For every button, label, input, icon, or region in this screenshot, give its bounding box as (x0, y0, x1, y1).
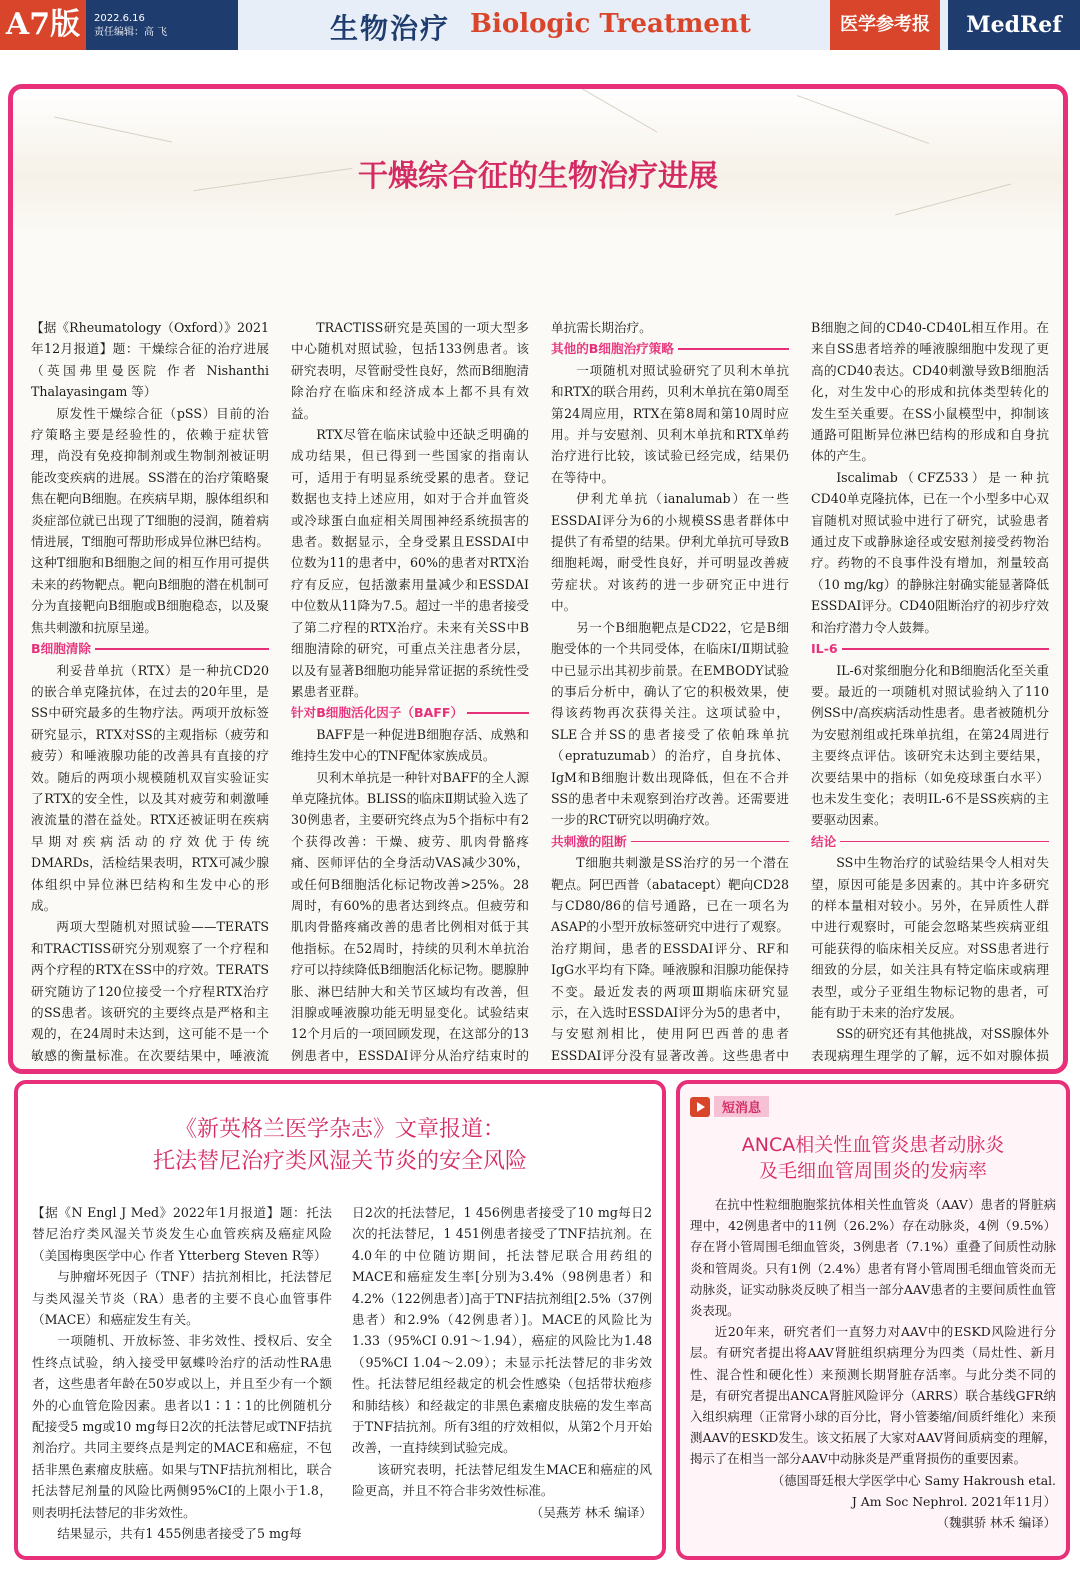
paragraph: 该研究表明，托法替尼组发生MACE和癌症的风险更高，并且不符合非劣效性标准。 (352, 1461, 652, 1499)
news-brief (676, 1080, 1070, 1560)
paragraph: RTX尽管在临床试验中还缺乏明确的成功结果，但已得到一些国家的指南认可，适用于有明显系统受累的患者。登记数据也支持上述应用，如对于合并血管炎或冷球蛋白血症相关周围神经系统损害的患者。数据显示，全身受累且ESSDAI中位数为11的患者中，60%的患者对RTX治疗有反应，包括激素用量减少和ESSDAI中位数从11降为7.5。超过一半的患者接受了第二疗程的RTX治疗。未来有关SS中B细胞清除的研究，可重点关注患者分层，以及有显著B细胞功能异常证据的系统性受累患者亚群。 (291, 427, 529, 699)
paragraph: T细胞共刺激是SS治疗的另一个潜在靶点。阿巴西普（abatacept）靶向CD28与CD80/86的信号通路，已在一项名为ASAP的小型开放标签研究中进行了观察。治疗期间，患者的ESSDAI评分、RF和IgG水平均有下降。唾液腺和泪腺功能保持不变。最近发表的两项Ⅲ期临床研究显示，在入选时ESSDAI评分为5的患者中，与安慰剂相比，使用阿巴西普的患者ESSDAI评分没有显著改善。这些患者中 (551, 855, 789, 1063)
paragraph: 伊利尤单抗（ianalumab）在一些ESSDAI评分为6的小规模SS患者群体中提供了有希望的结果。伊利尤单抗可导致B细胞耗竭，耐受性良好，并可明显改善疲劳症状。对该药的进一步研究正中进行中。 (551, 491, 789, 614)
paragraph: SS的研究还有其他挑战，对SS腺体外表现病理生理学的了解，远不如对腺体损 (811, 1026, 1049, 1063)
section-heading: 其他的B细胞治疗策略 (551, 338, 789, 359)
editor-credit: 责任编辑：高 飞 (94, 27, 168, 38)
paragraph: 另一个B细胞靶点是CD22，它是B细胞受体的一个共同受体，在临床Ⅰ/Ⅱ期试验中已显示出其初步前景。在EMBODY试验的事后分析中，确认了它的积极效果，使得该药物再次获得关注。这项试验中，SLE合并SS的患者接受了依帕珠单抗（epratuzumab）的治疗，自身抗体、IgM和B细胞计数出现降低，但在不合并SS的患者中未观察到治疗改善。还需要进一步的RCT研究以明确疗效。 (551, 619, 789, 828)
paragraph: Iscalimab（CFZ533）是一种抗CD40单克隆抗体，已在一个小型多中心双盲随机对照试验中进行了研究，试验患者通过皮下或静脉途径或安慰剂接受药物治疗。药物的不良事件没有增加，剂量较高（10 mg/kg）的静脉注射确实能显著降低ESSDAI评分。CD40阻断治疗的初步疗效和治疗潜力令人鼓舞。 (811, 469, 1049, 635)
nejm-article (14, 1080, 666, 1560)
section-heading: IL-6 (811, 638, 1049, 659)
paragraph: 在抗中性粒细胞胞浆抗体相关性血管炎（AAV）患者的肾脏病理中，42例患者中的11例（26.2%）存在动脉炎，4例（9.5%）存在肾小管周围毛细血管炎，3例患者（7.1%）重叠了间质性动脉炎和管周炎。只有1例（2.4%）患者有肾小管周围毛细血管炎而无动脉炎，证实动脉炎反映了相当一部分AAV患者的主要间质性血管炎表现。 (690, 1197, 1056, 1319)
paragraph: 日2次的托法替尼，1 456例患者接受了10 mg每日2次的托法替尼，1 451例患者接受了TNF拮抗剂。在4.0年的中位随访期间，托法替尼联合用药组的MACE和癌症发生率[分别为3.4%（98例患者）和4.2%（122例患者）]高于TNF拮抗剂组[2.5%（37例患者）和2.9%（42例患者）]。MACE的风险比为1.33（95%CI 0.91～1.94），癌症的风险比为1.48（95%CI 1.04～2.09）；未显示托法替尼的非劣效性。托法替尼组经裁定的机会性感染（包括带状疱疹和肺结核）和经裁定的非黑色素瘤皮肤癌的发生率高于TNF拮抗剂。所有3组的疗效相似，从第2个月开始改善，一直持续到试验完成。 (352, 1205, 652, 1456)
paragraph: IL-6对浆细胞分化和B细胞活化至关重要。最近的一项随机对照试验纳入了110例SS中/高疾病活动性患者。患者被随机分为安慰剂组或托珠单抗组，在第24周进行主要终点评估。该研究未达到主要结果，次要结果中的指标（如免疫球蛋白水平）也未发生变化；表明IL-6不是SS疾病的主要驱动因素。 (811, 662, 1049, 828)
paragraph: 一项随机、开放标签、非劣效性、授权后、安全性终点试验，纳入接受甲氨蝶呤治疗的活动性RA患者，这些患者年龄在50岁或以上，并且至少有一个额外的心血管危险因素。患者以1∶1∶1的比例随机分配接受5 mg或10 mg每日2次的托法替尼或TNF拮抗剂治疗。共同主要终点是判定的MACE和癌症，不包括非黑色素瘤皮肤癌。如果与TNF拮抗剂相比，联合托法替尼剂量的风险比两侧95%CI的上限小于1.8，则表明托法替尼的非劣效性。 (32, 1333, 332, 1520)
main-article (8, 84, 1068, 1074)
page-number: A7版 (0, 0, 86, 50)
paragraph: 近20年来，研究者们一直努力对AAV中的ESKD风险进行分层。有研究者提出将AAV肾脏组织病理分为四类（局灶性、新月性、混合性和硬化性）来预测长期肾脏存活率。与此分类不同的是，有研究者提出ANCA肾脏风险评分（ARRS）联合基线GFR纳入组织病理（正常肾小球的百分比，肾小管萎缩/间质纤维化）来预测AAV的ESKD发生。该文拓展了大家对AAV肾间质病变的理解，揭示了在相当一部分AAV中动脉炎是严重肾损伤的重要因素。 (690, 1324, 1056, 1467)
paragraph: 一项随机对照试验研究了贝利木单抗和RTX的联合用药，贝利木单抗在第0周至第24周应用，RTX在第8周和第10周时应用。并与安慰剂、贝利木单抗和RTX单药治疗进行比较，该试验已经完成，结果仍在等待中。 (551, 362, 789, 485)
source-journal: J Am Soc Nephrol. 2021年11月） (851, 1493, 1056, 1509)
section-heading: 结论 (811, 831, 1049, 852)
section-heading: 针对B细胞活化因子（BAFF） (291, 702, 529, 723)
nejm-column-1 (32, 1202, 332, 1545)
paragraph: 原发性干燥综合征（pSS）目前的治疗策略主要是经验性的，依赖于症状管理，尚没有免疫抑制剂或生物制剂被证明能改变疾病的进展。SS潜在的治疗策略聚焦在靶向B细胞。在疾病早期，腺体组织和炎症部位就已出现了T细胞的浸润，随着病情进展，T细胞可帮助形成异位淋巴结构。这种T细胞和B细胞之间的相互作用可提供未来的药物靶点。靶向B细胞的潜在机制可分为直接靶向B细胞或B细胞稳态，以及聚焦共刺激和抗原呈递。 (31, 405, 269, 635)
paragraph: SS中生物治疗的试验结果令人相对失望，原因可能是多因素的。其中许多研究的样本量相对较小。另外，在异质性人群中进行观察时，可能会忽略某些疾病亚组可能获得的临床相关反应。对SS患者进行细致的分层，如关注具有特定临床或病理表型，或分子亚组生物标记物的患者，可能有助于未来的治疗发展。 (811, 855, 1049, 1020)
section-heading: 共刺激的阻断 (551, 831, 789, 852)
article-source: 【据《N Engl J Med》2022年1月报道】题：托法替尼治疗类风湿关节炎发生心血管疾病及癌症风险（美国梅奥医学中心 作者 Ytterberg Steven R等） (32, 1205, 332, 1263)
paragraph: 与肿瘤坏死因子（TNF）拮抗剂相比，托法替尼与类风湿关节炎（RA）患者的主要不良心血管事件（MACE）和癌症发生有关。 (32, 1269, 332, 1328)
news-brief-title: ANCA相关性血管炎患者动脉炎 及毛细血管周围炎的发病率 (741, 1134, 1005, 1182)
paragraph: TRACTISS研究是英国的一项大型多中心随机对照试验，包括133例患者。该研究表明，尽管耐受性良好，然而B细胞清除治疗在临床和经济成本上都不具有效益。 (291, 320, 529, 421)
brand-en: MedRef (948, 0, 1080, 50)
paragraph: 两项大型随机对照试验——TERATS和TRACTISS研究分别观察了一个疗程和两个疗程的RTX在SS中的疗效。TERATS研究随访了120位接受一个疗程RTX治疗的SS患者。该研究的主要终点是严格和主观的，在24周时未达到，这可能不是一个敏感的衡量标准。在次要结果中，唾液流 (31, 919, 269, 1063)
masthead (0, 0, 1080, 50)
paragraph: 结果显示，共有1 455例患者接受了5 mg每 (57, 1526, 302, 1542)
main-article-title: 干燥综合征的生物治疗进展 (358, 159, 718, 194)
masthead-meta (94, 12, 167, 40)
paragraph: 单抗需长期治疗。 (551, 320, 652, 335)
article-column-1 (31, 317, 269, 1074)
issue-date: 2022.6.16 (94, 13, 145, 24)
nejm-column-2 (352, 1202, 652, 1523)
paragraph: 利妥昔单抗（RTX）是一种抗CD20的嵌合单克隆抗体，在过去的20年里，是SS中研究最多的生物疗法。两项开放标签研究显示，RTX对SS的主观指标（疲劳和疲劳）和唾液腺功能的改善具有直接的疗效。随后的两项小规模随机双盲实验证实了RTX的安全性，以及其对疲劳和刺激唾液流量的潜在益处。RTX还被证明在疾病早期对疾病活动的疗效优于传统DMARDs，活检结果表明，RTX可减少腺体组织中异位淋巴结构和生发中心的形成。 (31, 662, 269, 913)
paragraph: BAFF是一种促进B细胞存活、成熟和维持生发中心的TNF配体家族成员。 (291, 726, 529, 764)
translator-credit: （魏骐骄 林禾 编译） (936, 1515, 1056, 1531)
nejm-article-title: 《新英格兰医学杂志》文章报道： 托法替尼治疗类风湿关节炎的安全风险 (152, 1117, 527, 1174)
news-brief-body (690, 1194, 1056, 1533)
brand-cn: 医学参考报 (830, 0, 940, 50)
source-citation: （德国哥廷根大学医学中心 Samy Hakroush etal. (771, 1472, 1056, 1488)
section-title-cn: 生物治疗 (330, 12, 451, 45)
paragraph: 贝利木单抗是一种针对BAFF的全人源单克隆抗体。BLISS的临床Ⅱ期试验入选了30例患者，主要研究终点为5个指标中有2个获得改善：干燥、疲劳、肌肉骨骼疼痛、医师评估的全身活动VAS减少30%，或任何B细胞活化标记物改善>25%。28周时，有60%的患者达到终点。但疲劳和肌肉骨骼疼痛改善的患者比例相对低于其他指标。在52周时，持续的贝利木单抗治疗可以持续降低B细胞活化标记物。腮腺肿胀、淋巴结肿大和关节区域均有改善，但泪腺或唾液腺功能无明显变化。试验结束12个月后的一项回顾发现，在这部分的13例患者中，ESSDAI评分从治疗结束时的 (291, 769, 529, 1063)
article-source: 【据《Rheumatology（Oxford）》2021年12月报道】题：干燥综合征的治疗进展（英国弗里曼医院 作者 Nishanthi Thalayasingam 等） (31, 320, 269, 400)
news-tag-label: 短消息 (714, 1096, 769, 1117)
article-column-3 (551, 317, 789, 1074)
section-title-en: Biologic Treatment (470, 9, 751, 39)
article-column-4 (811, 317, 1049, 1074)
paragraph: B细胞之间的CD40-CD40L相互作用。在来自SS患者培养的唾液腺细胞中发现了更高的CD40表达。CD40刺激导致B细胞活化，对生发中心的形成和抗体类型转化的发生至关重要。在SS小鼠模型中，抑制该通路可阻断异位淋巴结构的形成和自身抗体的产生。 (811, 320, 1049, 464)
article-column-2 (291, 317, 529, 1074)
translator-credit: （吴燕芳 林禾 编译） (530, 1504, 652, 1520)
play-icon (690, 1097, 710, 1117)
section-heading: B细胞清除 (31, 638, 269, 659)
news-tag (690, 1096, 769, 1117)
